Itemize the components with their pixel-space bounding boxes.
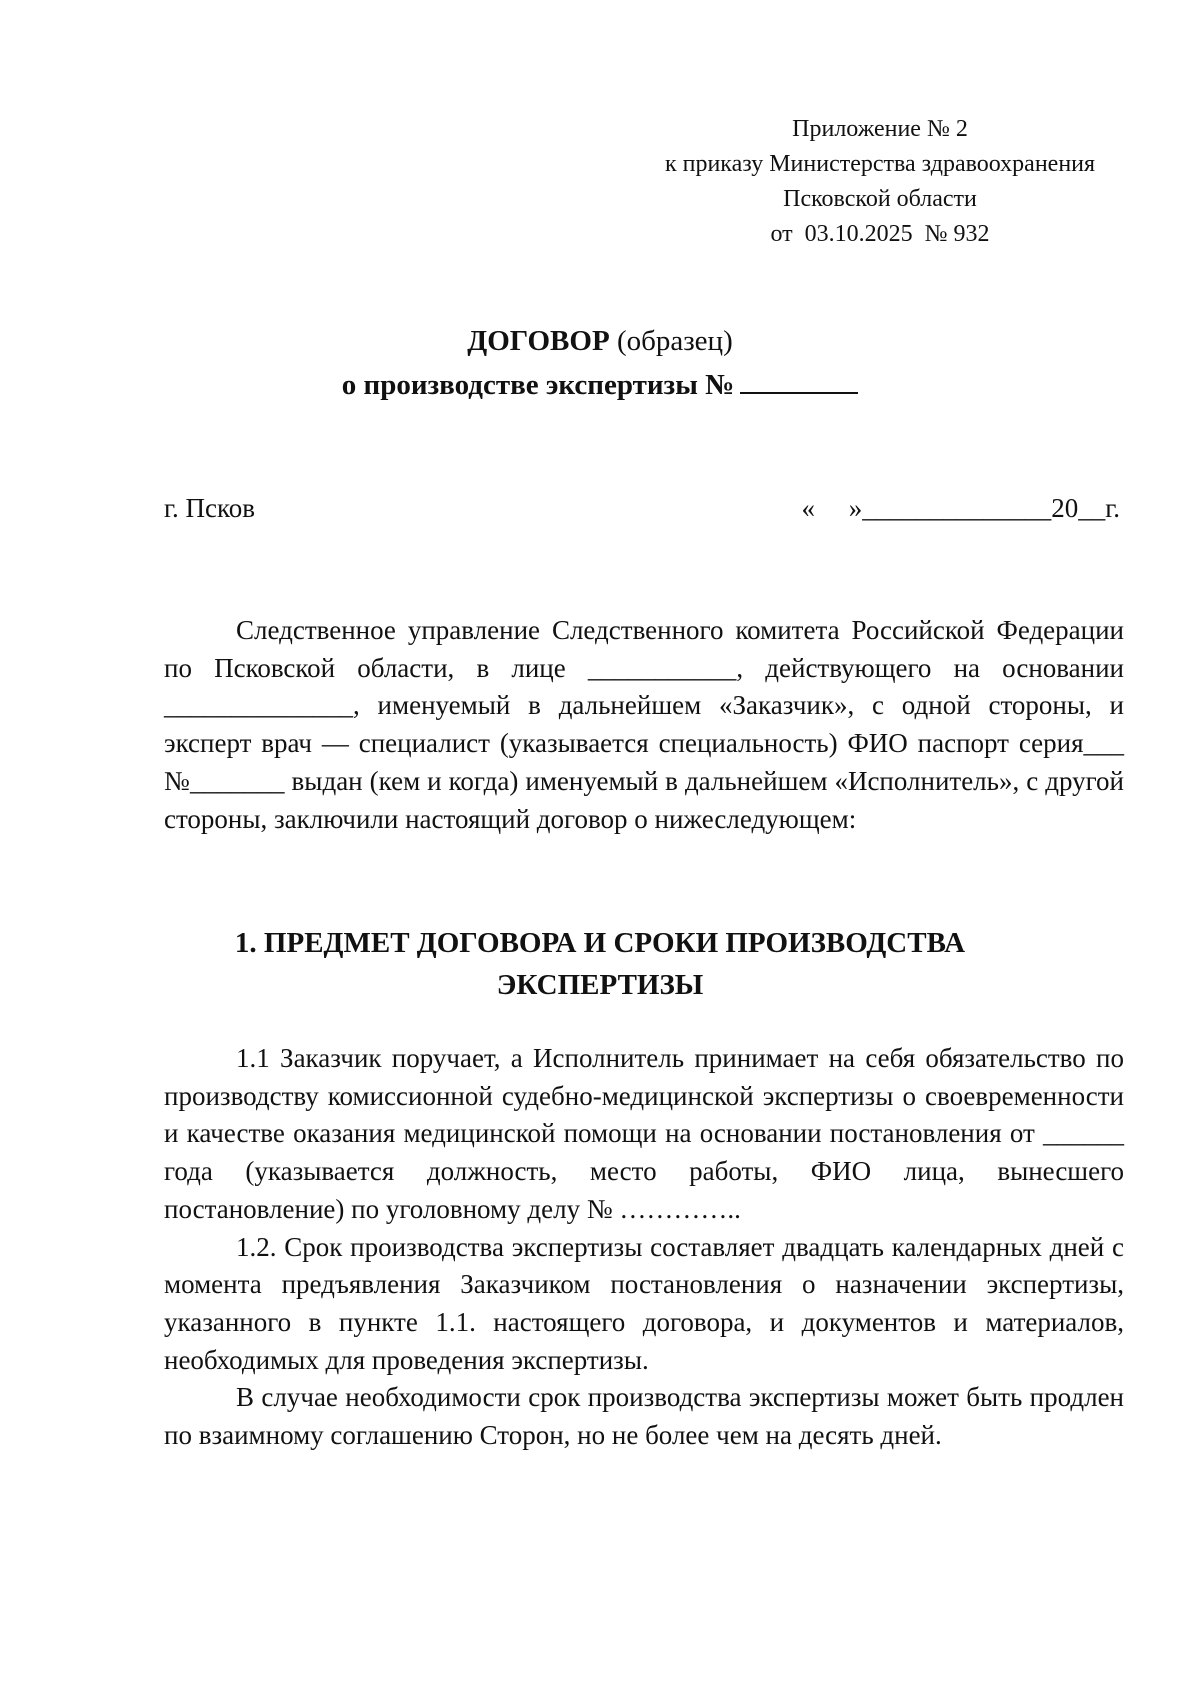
intro-section: [164, 612, 1124, 838]
intro-paragraph: Следственное управление Следственного комитета Российской Федерации по Псковской области, в лице ___________, действующего на основании ______________, именуемый в дальнейшем «Заказчик», с одной стороны, и эксперт врач — специалист (указывается специальность) ФИО паспорт серия___ №_______ выдан (кем и когда) именуемый в дальнейшем «Исполнитель», с другой стороны, заключили настоящий договор о нижеследующем:: [164, 615, 1124, 834]
clause-1-2: 1.2. Срок производства экспертизы составляет двадцать календарных дней с момента предъявления Заказчиком постановления о назначении экспертизы, указанного в пункте 1.1. настоящего договора, и документов и материалов, необходимых для проведения экспертизы.: [164, 1231, 1124, 1375]
section-1-heading: [0, 922, 1200, 1006]
appendix-number: Приложение № 2: [792, 116, 968, 142]
appendix-region: Псковской области: [783, 186, 977, 212]
document-title-main: ДОГОВОР: [467, 325, 610, 357]
contract-number-blank: [740, 364, 858, 394]
city-label: г. Псков: [164, 493, 256, 523]
document-title: [0, 322, 1200, 360]
clause-1-1: 1.1 Заказчик поручает, а Исполнитель принимает на себя обязательство по производству комиссионной судебно-медицинской экспертизы о своевременности и качестве оказания медицинской помощи на основании постановления от ______ года (указывается должность, место работы, ФИО лица, вынесшего постановление) по уголовному делу № …………..: [164, 1043, 1124, 1224]
appendix-order-date: от 03.10.2025 № 932: [770, 221, 990, 247]
appendix-header: [600, 112, 1160, 252]
document-subtitle: [0, 364, 1200, 404]
appendix-order-ref: к приказу Министерства здравоохранения: [664, 151, 1096, 177]
document-title-suffix: (образец): [609, 325, 733, 357]
clause-1-2-extension: В случае необходимости срок производства экспертизы может быть продлен по взаимному соглашению Сторон, но не более чем на десять дней.: [164, 1382, 1124, 1451]
contract-date-blank: « »______________20__г.: [801, 493, 1120, 523]
section-1-heading-line1: 1. ПРЕДМЕТ ДОГОВОРА И СРОКИ ПРОИЗВОДСТВА: [234, 927, 966, 959]
document-subtitle-text: о производстве экспертизы №: [341, 369, 735, 401]
section-1-body: [164, 1040, 1124, 1455]
section-1-heading-line2: ЭКСПЕРТИЗЫ: [496, 969, 704, 1001]
